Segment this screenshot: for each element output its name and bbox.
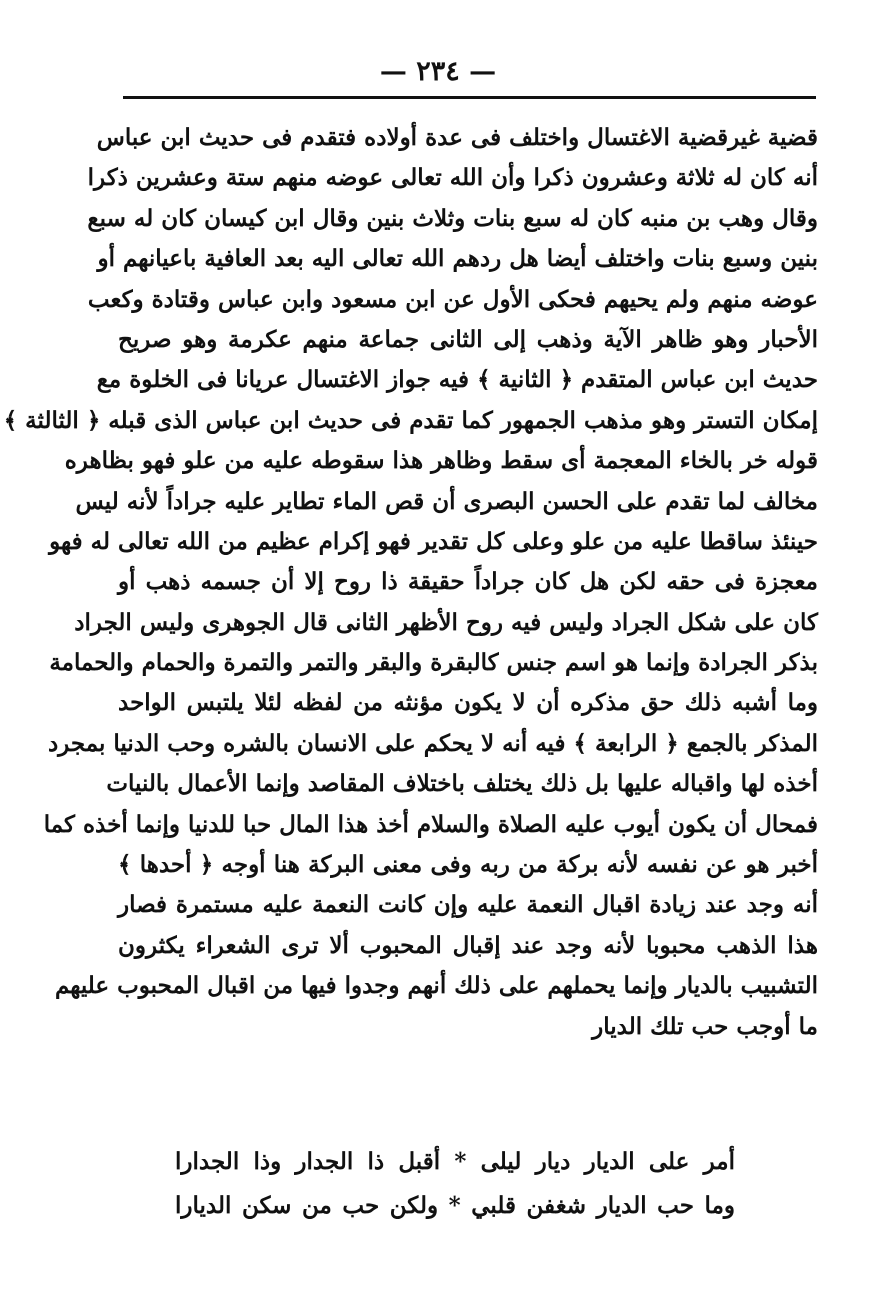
poem: [175, 1140, 735, 1228]
page-number: — ٢٣٤ —: [379, 56, 497, 87]
poem-verse: أمر على الديار ديار ليلى * أقبل ذا الجدار وذا الجدارا: [175, 1148, 735, 1175]
poem-verse: وما حب الديار شغفن قلبي * ولكن حب من سكن الديارا: [175, 1192, 735, 1219]
text-line: المذكر بالجمع ﴿ الرابعة ﴾ فيه أنه لا يحكم على الانسان بالشره وحب الدنيا بمجرد: [47, 729, 818, 757]
text-line: معجزة فى حقه لكن هل كان جراداً حقيقة ذا روح إلا أن جسمه ذهب أو: [118, 568, 818, 596]
text-line: بنين وسبع بنات واختلف أيضا هل ردهم الله تعالى اليه بعد العافية باعيانهم أو: [97, 245, 818, 273]
text-line: قوله خر بالخاء المعجمة أى سقط وظاهر هذا سقوطه عليه من علو فهو بظاهره: [64, 447, 818, 475]
text-line: إمكان التستر وهو مذهب الجمهور كما تقدم فى حديث ابن عباس الذى قبله ﴿ الثالثة ﴾: [3, 406, 818, 434]
text-line: التشبيب بالديار وإنما يحملهم على ذلك أنهم وجدوا فيها من اقبال المحبوب عليهم: [54, 972, 818, 1000]
text-line: حينئذ ساقطا عليه من علو وعلى كل تقدير فهو إكرام عظيم من الله تعالى له فهو: [49, 527, 818, 555]
text-line: عوضه منهم ولم يحيهم فحكى الأول عن ابن مسعود وابن عباس وقتادة وكعب: [87, 285, 818, 313]
text-line: وقال وهب بن منبه كان له سبع بنات وثلاث بنين وقال ابن كيسان كان له سبع: [87, 204, 818, 232]
text-line: فمحال أن يكون أيوب عليه الصلاة والسلام أخذ هذا المال حبا للدنيا وإنما أخذه كما: [43, 810, 818, 838]
text-line: وما أشبه ذلك حق مذكره أن لا يكون مؤنثه من لفظه لئلا يلتبس الواحد: [118, 689, 818, 717]
text-line: أخذه لها واقباله عليها بل ذلك يختلف باختلاف المقاصد وإنما الأعمال بالنيات: [106, 770, 818, 798]
text-line: الأحبار وهو ظاهر الآية وذهب إلى الثانى جماعة منهم عكرمة وهو صريح: [118, 325, 818, 353]
text-line: قضية غيرقضية الاغتسال واختلف فى عدة أولاده فتقدم فى حديث ابن عباس: [96, 124, 818, 151]
text-line: أنه كان له ثلاثة وعشرون ذكرا وأن الله تعالى عوضه منهم ستة وعشرين ذكرا: [87, 164, 818, 192]
text-line: بذكر الجرادة وإنما هو اسم جنس كالبقرة والبقر والتمر والتمرة والحمام والحمامة: [49, 649, 818, 677]
text-line: كان على شكل الجراد وليس فيه روح الأظهر الثانى قال الجوهرى وليس الجراد: [74, 608, 818, 636]
header-rule: [123, 96, 816, 99]
text-line: هذا الذهب محبوبا لأنه وجد عند إقبال المحبوب ألا ترى الشعراء يكثرون: [118, 931, 818, 959]
text-line: ما أوجب حب تلك الديار: [592, 1012, 818, 1040]
text-line: حديث ابن عباس المتقدم ﴿ الثانية ﴾ فيه جواز الاغتسال عريانا فى الخلوة مع: [96, 366, 818, 394]
text-line: مخالف لما تقدم على الحسن البصرى أن قص الماء تطاير عليه جراداً لأنه ليس: [75, 487, 818, 515]
text-line: أخبر هو عن نفسه لأنه بركة من ربه وفى معنى البركة هنا أوجه ﴿ أحدها ﴾: [118, 851, 818, 879]
text-line: أنه وجد عند زيادة اقبال النعمة عليه وإن كانت النعمة عليه مستمرة فصار: [118, 891, 818, 919]
body-text: [3, 118, 818, 1047]
